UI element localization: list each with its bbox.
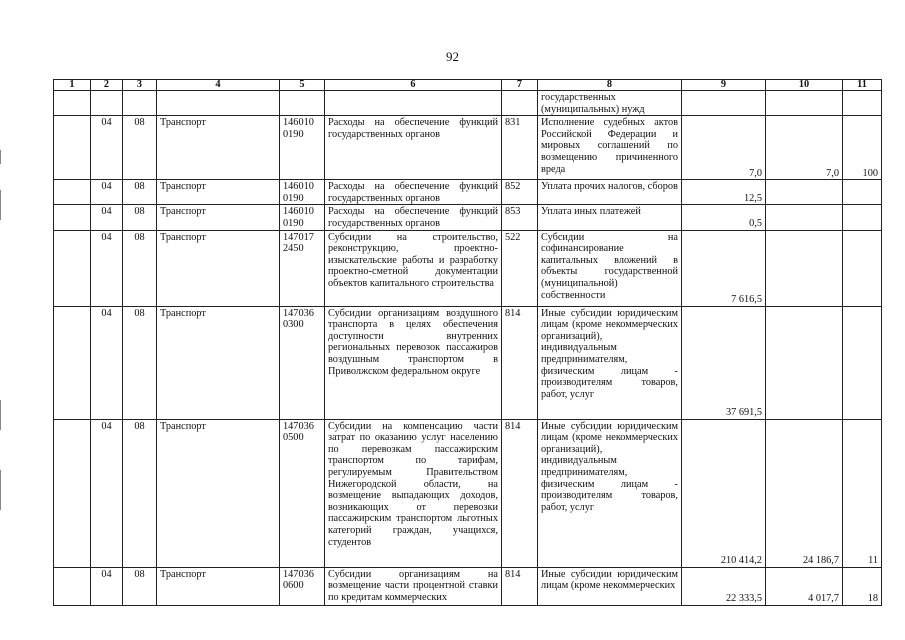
article-code-part: 147036 bbox=[283, 568, 314, 580]
cell-target-article bbox=[280, 116, 325, 180]
cell-amount-plan: 7 616,5 bbox=[682, 230, 766, 306]
cell-col-1 bbox=[54, 230, 91, 306]
table-header-row bbox=[54, 80, 882, 91]
cell-section bbox=[91, 91, 123, 116]
cell-expense-type: 853 bbox=[502, 205, 538, 230]
cell-amount-plan: 37 691,5 bbox=[682, 306, 766, 419]
cell-amount-actual bbox=[766, 205, 843, 230]
table-row bbox=[54, 205, 882, 230]
cell-col-1 bbox=[54, 419, 91, 567]
article-code-part: 147036 bbox=[283, 420, 314, 432]
cell-subsection: 08 bbox=[123, 230, 157, 306]
cell-expense-type: 814 bbox=[502, 419, 538, 567]
page-bottom-margin bbox=[53, 607, 881, 640]
cell-amount-actual: 7,0 bbox=[766, 116, 843, 180]
article-code-part: 0600 bbox=[283, 580, 304, 592]
cell-expense-name: Уплата иных платежей bbox=[538, 205, 682, 230]
article-code-part: 0500 bbox=[283, 432, 304, 444]
article-code-part: 147017 bbox=[283, 231, 314, 243]
cell-article-name: Расходы на обеспечение функций государственных органов bbox=[325, 180, 502, 205]
cell-percent bbox=[843, 205, 882, 230]
cell-section: 04 bbox=[91, 306, 123, 419]
cell-target-article bbox=[280, 205, 325, 230]
column-header: 6 bbox=[325, 80, 502, 91]
cell-name: Транспорт bbox=[157, 230, 280, 306]
article-code-part: 2450 bbox=[283, 243, 304, 255]
cell-expense-name: Иные субсидии юридическим лицам (кроме некоммерческих организаций), индивидуальным предпринимателям, физическим лицам - производителям товаров, работ, услуг bbox=[538, 419, 682, 567]
cell-amount-actual: 4 017,7 bbox=[766, 567, 843, 605]
cell-name: Транспорт bbox=[157, 306, 280, 419]
cell-section: 04 bbox=[91, 116, 123, 180]
cell-subsection: 08 bbox=[123, 306, 157, 419]
cell-expense-name: Субсидии на софинансирование капитальных вложений в объекты государственной (муниципальной) собственности bbox=[538, 230, 682, 306]
cell-name bbox=[157, 91, 280, 116]
column-header: 11 bbox=[843, 80, 882, 91]
cell-expense-name: Исполнение судебных актов Российской Федерации и мировых соглашений по возмещению причиненного вреда bbox=[538, 116, 682, 180]
cell-col-1 bbox=[54, 567, 91, 605]
cell-subsection: 08 bbox=[123, 180, 157, 205]
cell-section: 04 bbox=[91, 567, 123, 605]
cell-name: Транспорт bbox=[157, 205, 280, 230]
cell-target-article bbox=[280, 419, 325, 567]
article-code-part: 146010 bbox=[283, 181, 314, 193]
table-row bbox=[54, 230, 882, 306]
cell-expense-name: Иные субсидии юридическим лицам (кроме некоммерческих организаций), индивидуальным предпринимателям, физическим лицам - производителям товаров, работ, услуг bbox=[538, 306, 682, 419]
cell-percent bbox=[843, 230, 882, 306]
table-row bbox=[54, 180, 882, 205]
cell-expense-type bbox=[502, 91, 538, 116]
cell-name: Транспорт bbox=[157, 419, 280, 567]
cell-amount-plan: 0,5 bbox=[682, 205, 766, 230]
article-code-part: 0190 bbox=[283, 217, 304, 229]
cell-section: 04 bbox=[91, 180, 123, 205]
cell-amount-plan: 12,5 bbox=[682, 180, 766, 205]
cell-target-article bbox=[280, 230, 325, 306]
cell-subsection: 08 bbox=[123, 205, 157, 230]
cell-col-1 bbox=[54, 306, 91, 419]
cell-article-name: Субсидии организациям на возмещение части процентной ставки по кредитам коммерческих bbox=[325, 567, 502, 605]
cell-expense-type: 814 bbox=[502, 306, 538, 419]
cell-name: Транспорт bbox=[157, 116, 280, 180]
cell-section: 04 bbox=[91, 230, 123, 306]
cell-target-article bbox=[280, 567, 325, 605]
page-number: 92 bbox=[446, 49, 459, 64]
cell-expense-type: 814 bbox=[502, 567, 538, 605]
table-row bbox=[54, 567, 882, 605]
table-row bbox=[54, 306, 882, 419]
cell-article-name: Субсидии на строительство, реконструкцию, проектно-изыскательские работы и разработку проектно-сметной документации объектов капитального строительства bbox=[325, 230, 502, 306]
cell-col-1 bbox=[54, 116, 91, 180]
cell-section: 04 bbox=[91, 205, 123, 230]
column-header: 1 bbox=[54, 80, 91, 91]
cell-subsection bbox=[123, 91, 157, 116]
article-code-part: 147036 bbox=[283, 307, 314, 319]
cell-amount-plan bbox=[682, 91, 766, 116]
column-header: 4 bbox=[157, 80, 280, 91]
table-row bbox=[54, 116, 882, 180]
table-row bbox=[54, 91, 882, 116]
cell-article-name bbox=[325, 91, 502, 116]
article-code-part: 0190 bbox=[283, 192, 304, 204]
cell-expense-name: государственных (муниципальных) нужд bbox=[538, 91, 682, 116]
cell-percent: 11 bbox=[843, 419, 882, 567]
scan-edge-mark bbox=[0, 150, 1, 164]
table-row bbox=[54, 419, 882, 567]
cell-amount-plan: 7,0 bbox=[682, 116, 766, 180]
cell-target-article bbox=[280, 91, 325, 116]
cell-percent bbox=[843, 180, 882, 205]
cell-subsection: 08 bbox=[123, 419, 157, 567]
cell-name: Транспорт bbox=[157, 567, 280, 605]
scan-edge-mark bbox=[0, 400, 1, 430]
column-header: 2 bbox=[91, 80, 123, 91]
cell-amount-actual: 24 186,7 bbox=[766, 419, 843, 567]
column-header: 10 bbox=[766, 80, 843, 91]
cell-expense-type: 522 bbox=[502, 230, 538, 306]
cell-expense-type: 852 bbox=[502, 180, 538, 205]
article-code-part: 0300 bbox=[283, 319, 304, 331]
budget-table bbox=[53, 79, 882, 606]
column-header: 3 bbox=[123, 80, 157, 91]
article-code-part: 146010 bbox=[283, 117, 314, 129]
cell-amount-plan: 210 414,2 bbox=[682, 419, 766, 567]
cell-expense-type: 831 bbox=[502, 116, 538, 180]
cell-article-name: Субсидии организациям воздушного транспорта в целях обеспечения доступности внутренних региональных перевозок пассажиров воздушным транспортом в Приволжском федеральном округе bbox=[325, 306, 502, 419]
column-header: 9 bbox=[682, 80, 766, 91]
cell-article-name: Расходы на обеспечение функций государственных органов bbox=[325, 116, 502, 180]
cell-section: 04 bbox=[91, 419, 123, 567]
cell-col-1 bbox=[54, 180, 91, 205]
cell-percent bbox=[843, 306, 882, 419]
cell-expense-name: Уплата прочих налогов, сборов bbox=[538, 180, 682, 205]
cell-expense-name: Иные субсидии юридическим лицам (кроме некоммерческих bbox=[538, 567, 682, 605]
cell-subsection: 08 bbox=[123, 116, 157, 180]
cell-article-name: Расходы на обеспечение функций государственных органов bbox=[325, 205, 502, 230]
article-code-part: 146010 bbox=[283, 206, 314, 218]
scan-edge-mark bbox=[0, 190, 1, 220]
cell-amount-actual bbox=[766, 180, 843, 205]
cell-col-1 bbox=[54, 91, 91, 116]
cell-amount-plan: 22 333,5 bbox=[682, 567, 766, 605]
cell-percent: 18 bbox=[843, 567, 882, 605]
cell-percent bbox=[843, 91, 882, 116]
cell-amount-actual bbox=[766, 91, 843, 116]
cell-amount-actual bbox=[766, 306, 843, 419]
column-header: 8 bbox=[538, 80, 682, 91]
column-header: 5 bbox=[280, 80, 325, 91]
cell-col-1 bbox=[54, 205, 91, 230]
article-code-part: 0190 bbox=[283, 128, 304, 140]
cell-article-name: Субсидии на компенсацию части затрат по оказанию услуг населению по перевозкам пассажирским транспортом по тарифам, регулируемым Правительством Нижегородской области, на возмещение выпадающих доходов, возникающих от перевозки пассажирским транспортом льготных категорий граждан, учащихся, студентов bbox=[325, 419, 502, 567]
cell-subsection: 08 bbox=[123, 567, 157, 605]
cell-target-article bbox=[280, 306, 325, 419]
cell-name: Транспорт bbox=[157, 180, 280, 205]
scan-edge-mark bbox=[0, 470, 1, 510]
cell-percent: 100 bbox=[843, 116, 882, 180]
cell-target-article bbox=[280, 180, 325, 205]
cell-amount-actual bbox=[766, 230, 843, 306]
column-header: 7 bbox=[502, 80, 538, 91]
